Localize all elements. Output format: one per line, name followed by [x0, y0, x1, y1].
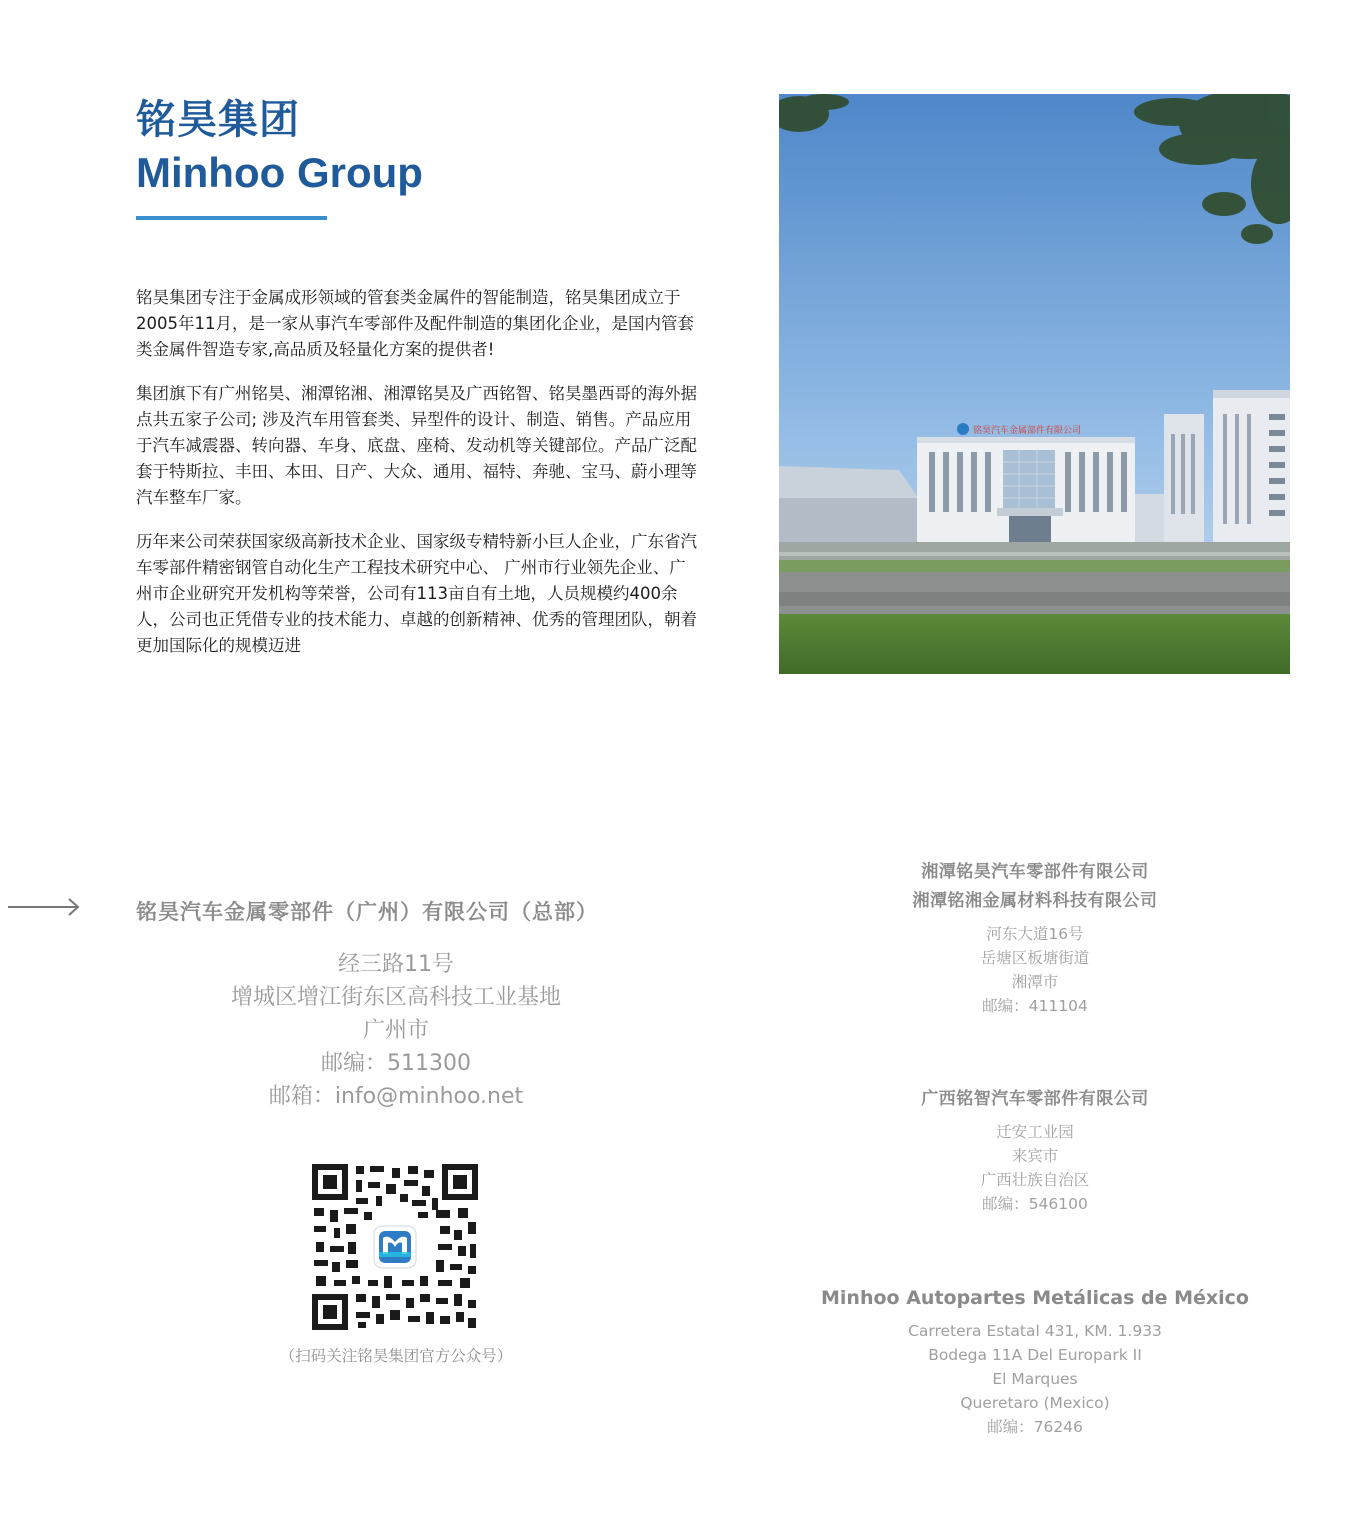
intro-paragraph: 集团旗下有广州铭昊、湘潭铭湘、湘潭铭昊及广西铭智、铭昊墨西哥的海外据点共五家子公司; 涉及汽车用管套类、异型件的设计、制造、销售。产品应用于汽车减震器、转向器、车身、底盘、座椅、发动机等关键部位。产品广泛配套于特斯拉、丰田、本田、日产、大众、通用、福特、奔驰、宝马、蔚小理等汽车整车厂家。: [136, 384, 697, 507]
arrow-right-icon: [8, 895, 82, 919]
branch-address: [780, 1120, 1290, 1216]
branch-name: 湘潭铭昊汽车零部件有限公司: [921, 862, 1149, 882]
address-line: 迁安工业园: [996, 1123, 1074, 1141]
address-line: 来宾市: [1011, 1147, 1059, 1165]
address-line: 邮编：411104: [982, 997, 1088, 1015]
branch-address: [780, 922, 1290, 1018]
address-email[interactable]: 邮箱：info@minhoo.net: [268, 1084, 524, 1109]
branch-mexico: [780, 1284, 1290, 1439]
address-line: Carretera Estatal 431, KM. 1.933: [908, 1322, 1162, 1340]
address-line: 河东大道16号: [986, 925, 1084, 943]
building-sign: 铭昊汽车金属部件有限公司: [973, 426, 1082, 436]
address-line: Queretaro (Mexico): [960, 1394, 1110, 1412]
address-street: 经三路11号: [338, 952, 454, 977]
branch-name: 广西铭智汽车零部件有限公司: [921, 1089, 1149, 1109]
branch-name: Minhoo Autopartes Metálicas de México: [821, 1287, 1249, 1309]
branch-address: [780, 1319, 1290, 1439]
intro-paragraph: 铭昊集团专注于金属成形领域的管套类金属件的智能制造，铭昊集团成立于2005年11月，是一家从事汽车零部件及配件制造的集团化企业，是国内管套类金属件智造专家,高品质及轻量化方案的提供者!: [136, 288, 694, 359]
qr-code-icon[interactable]: [312, 1164, 478, 1330]
headquarters-address: [136, 948, 656, 1113]
headquarters-building-photo: [779, 94, 1290, 674]
headquarters-name: 铭昊汽车金属零部件（广州）有限公司（总部）: [136, 900, 598, 924]
branch-xiangtan: [780, 858, 1290, 1018]
company-title-en: Minhoo Group: [136, 149, 423, 196]
minhoo-logo-icon: [379, 1231, 411, 1263]
company-title-cn: 铭昊集团: [136, 97, 300, 143]
address-line: 邮编：76246: [987, 1418, 1083, 1436]
address-line: Bodega 11A Del Europark II: [928, 1346, 1142, 1364]
address-postcode: 邮编：511300: [321, 1051, 471, 1076]
address-line: 湘潭市: [1011, 973, 1059, 991]
branch-name: 湘潭铭湘金属材料科技有限公司: [912, 891, 1158, 911]
address-line: 广西壮族自治区: [980, 1171, 1090, 1189]
qr-caption: （扫码关注铭昊集团官方公众号）: [279, 1347, 513, 1365]
address-line: El Marques: [992, 1370, 1078, 1388]
address-line: 岳塘区板塘街道: [980, 949, 1090, 967]
intro-paragraph: 历年来公司荣获国家级高新技术企业、国家级专精特新小巨人企业，广东省汽车零部件精密钢管自动化生产工程技术研究中心、 广州市行业领先企业、广州市企业研究开发机构等荣誉，公司有113亩自有土地，人员规模约400余人，公司也正凭借专业的技术能力、卓越的创新精神、优秀的管理团队，朝着更加国际化的规模迈进: [136, 532, 697, 655]
title-divider: [136, 216, 327, 220]
company-introduction: [136, 285, 701, 677]
address-city: 广州市: [362, 1018, 429, 1043]
address-district: 增城区增江街东区高科技工业基地: [230, 985, 561, 1010]
address-line: 邮编：546100: [982, 1195, 1088, 1213]
branch-guangxi: [780, 1085, 1290, 1216]
